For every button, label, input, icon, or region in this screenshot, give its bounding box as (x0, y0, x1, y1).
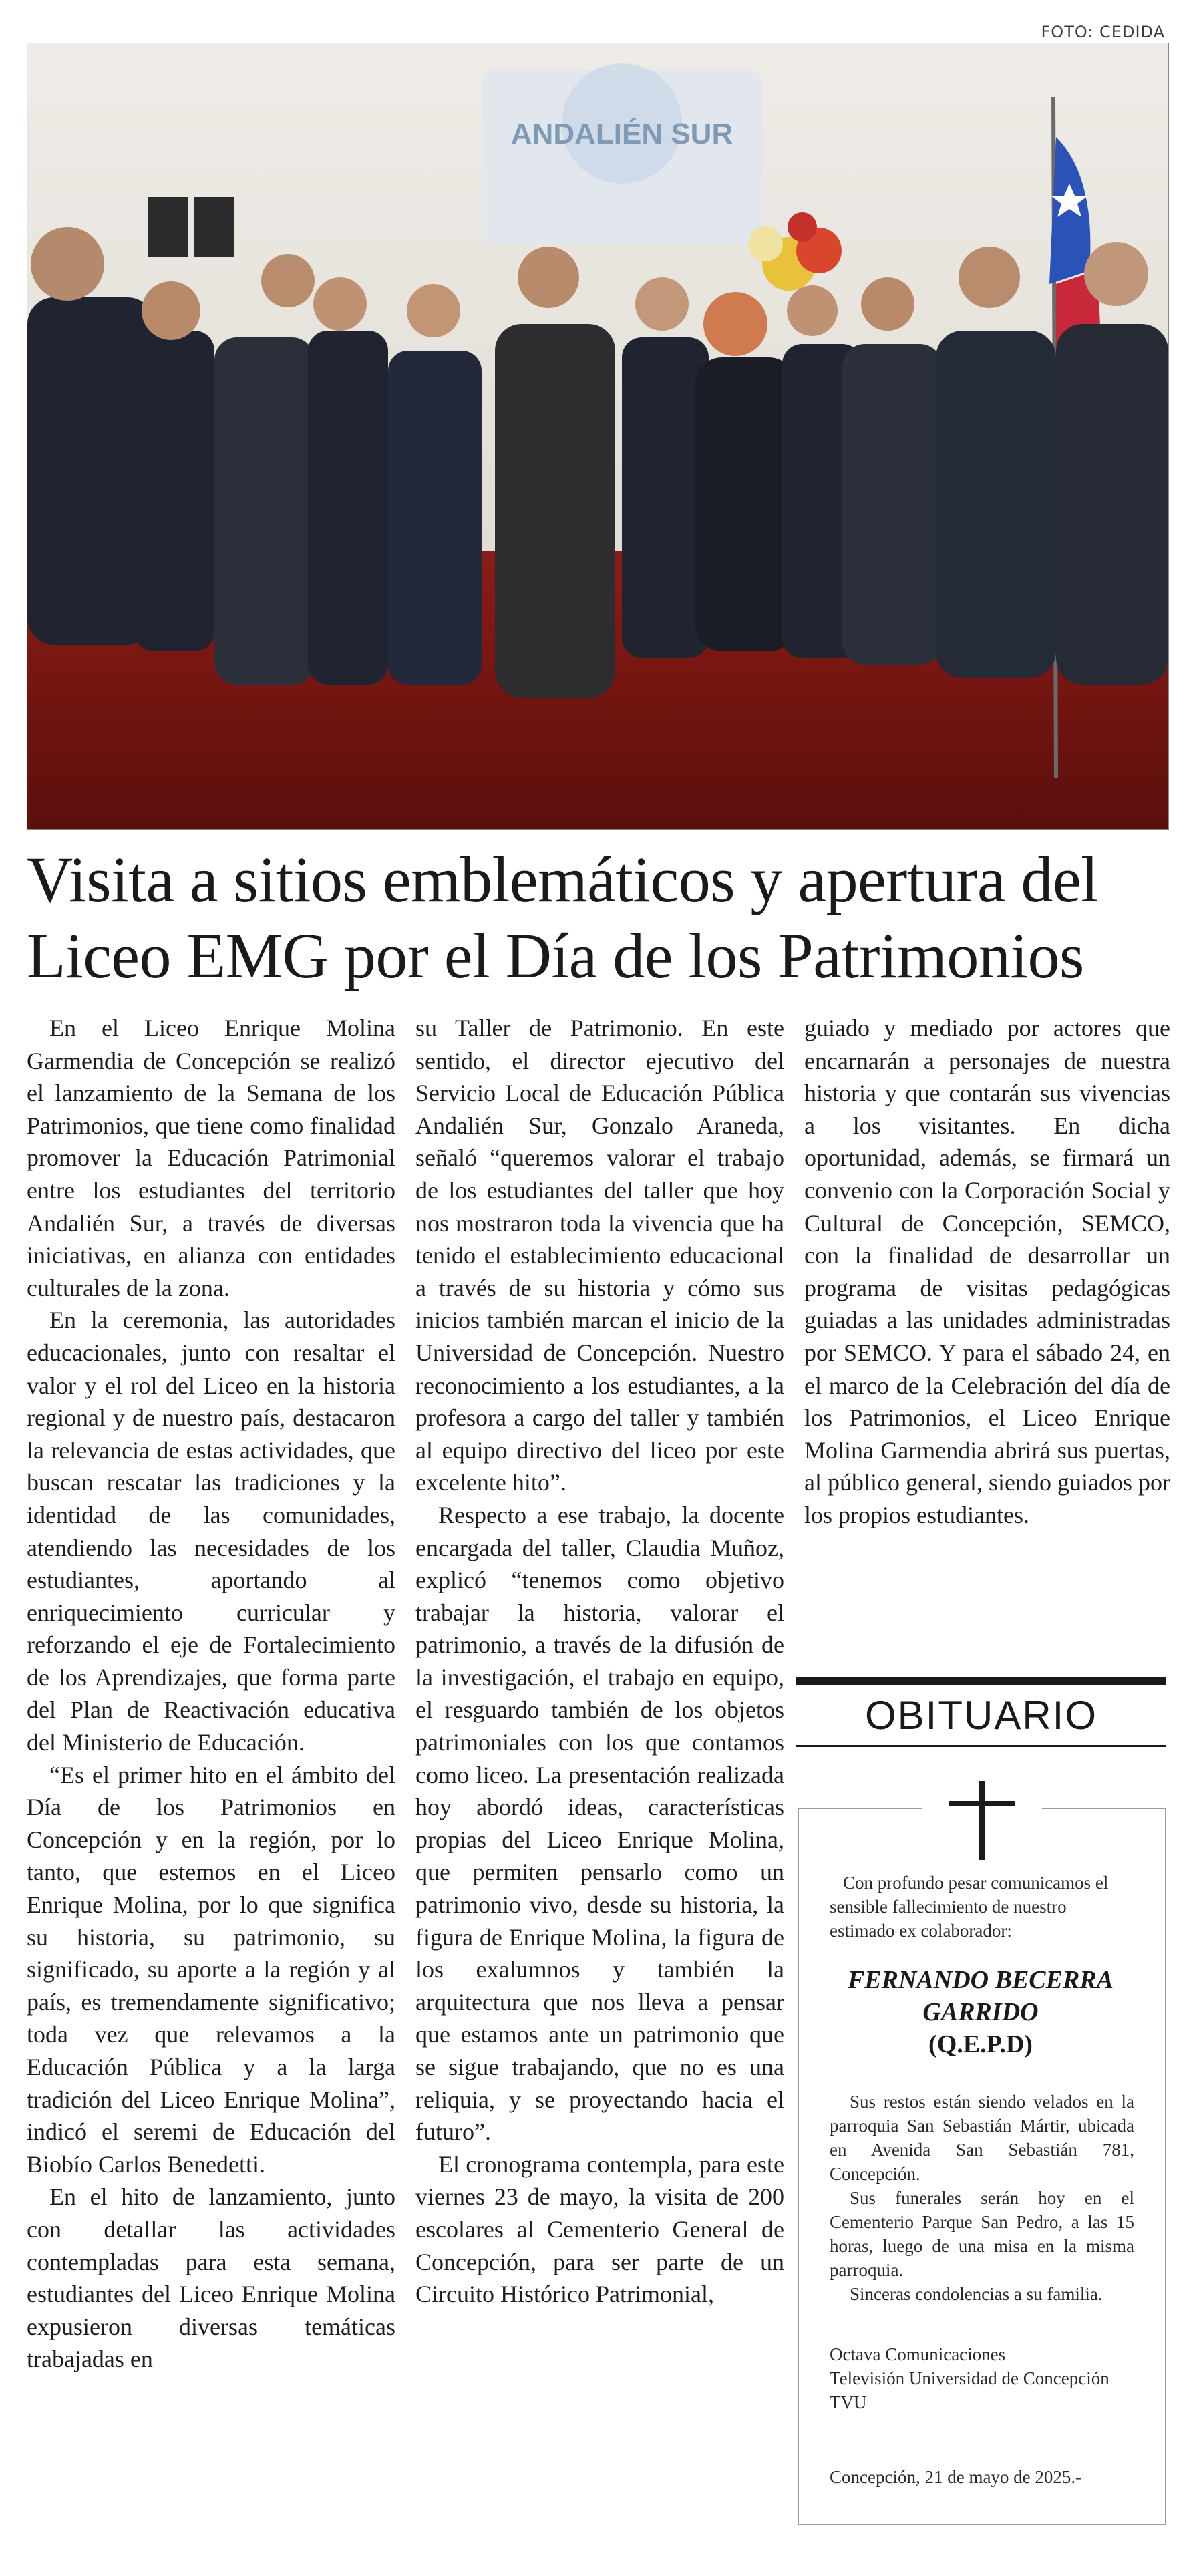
obituary-intro (830, 1871, 1134, 1943)
obituary-body (830, 2090, 1134, 2306)
obituary-paragraph: Sus restos están siendo velados en la parroquia San Sebastián Mártir, ubicada en Avenida San Sebastián 781, Concepción. (830, 2092, 1134, 2184)
obituary-paragraph: Sinceras condolencias a su familia. (850, 2284, 1103, 2304)
signer: Octava Comunicaciones (830, 2344, 1006, 2364)
obituary-paragraph: Sus funerales serán hoy en el Cementerio Parque San Pedro, a las 15 horas, luego de una misa en la misma parroquia. (830, 2188, 1134, 2280)
obituary-signers (830, 2342, 1134, 2414)
article-column-1 (27, 1012, 395, 2376)
qepd-label: (Q.E.P.D) (928, 2030, 1033, 2058)
article-column-2 (415, 1012, 784, 2311)
deceased-name: FERNANDO BECERRA GARRIDO (847, 1966, 1114, 2026)
paragraph: En el Liceo Enrique Molina Garmendia de Concepción se realizó el lanzamiento de la Semana de los Patrimonios, que tiene como finalidad promover la Educación Patrimonial entre los estudiantes del territorio Andalién Sur, a través de diversas iniciativas, en alianza con entidades culturales de la zona. (27, 1015, 395, 1301)
obituary-bottom-rule (796, 1745, 1166, 1747)
paragraph: guiado y mediado por actores que encarnarán a personajes de nuestra historia y que contarán sus vivencias a los visitantes. En dicha oportunidad, además, se firmará un convenio con la Corporación Social y Cultural de Concepción, SEMCO, con la finalidad de desarrollar un programa de visitas pedagógicas guiadas a las unidades administradas por SEMCO. Y para el sábado 24, en el marco de la Celebración del día de los Patrimonios, el Liceo Enrique Molina Garmendia abrirá sus puertas, al público general, siendo guiados por los propios estudiantes. (804, 1015, 1170, 1528)
cross-icon (922, 1776, 1042, 1863)
paragraph: En el hito de lanzamiento, junto con detallar las actividades contempladas para esta semana, estudiantes del Liceo Enrique Molina expusieron diversas temáticas trabajadas en (27, 2183, 395, 2373)
paragraph: El cronograma contempla, para este viernes 23 de mayo, la visita de 200 escolares al Cementerio General de Concepción, para ser parte de un Circuito Histórico Patrimonial, (415, 2150, 784, 2308)
signer: TVU (830, 2392, 867, 2412)
obituary-intro-text: Con profundo pesar comunicamos el sensible fallecimiento de nuestro estimado ex colaborador: (830, 1873, 1109, 1941)
signer: Televisión Universidad de Concepción (830, 2368, 1109, 2388)
banner-text: ANDALIÉN SUR (510, 118, 733, 150)
obituary-name-block (810, 1964, 1152, 2060)
article-column-3 (804, 1012, 1170, 1532)
article-photo (27, 43, 1169, 830)
speaker-left (148, 197, 188, 257)
obituary-top-rule (796, 1677, 1166, 1685)
obituary-date: Concepción, 21 de mayo de 2025.- (830, 2467, 1082, 2487)
andalien-banner (482, 63, 762, 244)
obituary-section-title: OBITUARIO (864, 1693, 1098, 1738)
paragraph: Respecto a ese trabajo, la docente encargada del taller, Claudia Muñoz, explicó “tenemos como objetivo trabajar la historia, valorar el patrimonio, a través de la difusión de la investigación, el trabajo en equipo, el resguardo también de los objetos patrimoniales con los que contamos como liceo. La presentación realizada hoy abordó ideas, características propias del Liceo Enrique Molina, que permiten pensarlo como un patrimonio vivo, desde su historia, la figura de Enrique Molina, la figura de los exalumnos y también la arquitectura que nos lleva a pensar que estamos ante un patrimonio que se sigue trabajando, que no es una reliquia, y se proyectando hacia el futuro”. (415, 1501, 784, 2146)
speaker-right (194, 197, 234, 257)
paragraph: su Taller de Patrimonio. En este sentido, el director ejecutivo del Servicio Local de Educación Pública Andalién Sur, Gonzalo Araneda, señaló “queremos valorar el trabajo de los estudiantes del taller que hoy nos mostraron toda la vivencia que ha tenido el establecimiento educacional a través de su historia y cómo sus inicios también marcan el inicio de la Universidad de Concepción. Nuestro reconocimiento a los estudiantes, a la profesora a cargo del taller y también al equipo directivo del liceo por este excelente hito”. (415, 1015, 784, 1496)
paragraph: “Es el primer hito en el ámbito del Día de los Patrimonios en Concepción y en la región, por lo tanto, que estemos en el Liceo Enrique Molina, por lo que significa su historia, su patrimonio, su significado, su aporte a la región y al país, es tremendamente significativo; toda vez que relevamos a la Educación Pública y a la larga tradición del Liceo Enrique Molina”, indicó el seremi de Educación del Biobío Carlos Benedetti. (27, 1761, 395, 2178)
article-headline: Visita a sitios emblemáticos y apertura del Liceo EMG por el Día de los Patrimonios (27, 844, 1099, 991)
group-photo-illustration (27, 43, 1168, 829)
paragraph: En la ceremonia, las autoridades educacionales, junto con resaltar el valor y el rol del Liceo en la historia regional y de nuestro país, destacaron la relevancia de estas actividades, que buscan rescatar las tradiciones y la identidad de las comunidades, atendiendo las necesidades de los estudiantes, aportando al enriquecimiento curricular y reforzando el eje de Fortalecimiento de los Aprendizajes, que forma parte del Plan de Reactivación educativa del Ministerio de Educación. (27, 1307, 395, 1756)
photo-credit: FOTO: CEDIDA (1041, 23, 1165, 41)
